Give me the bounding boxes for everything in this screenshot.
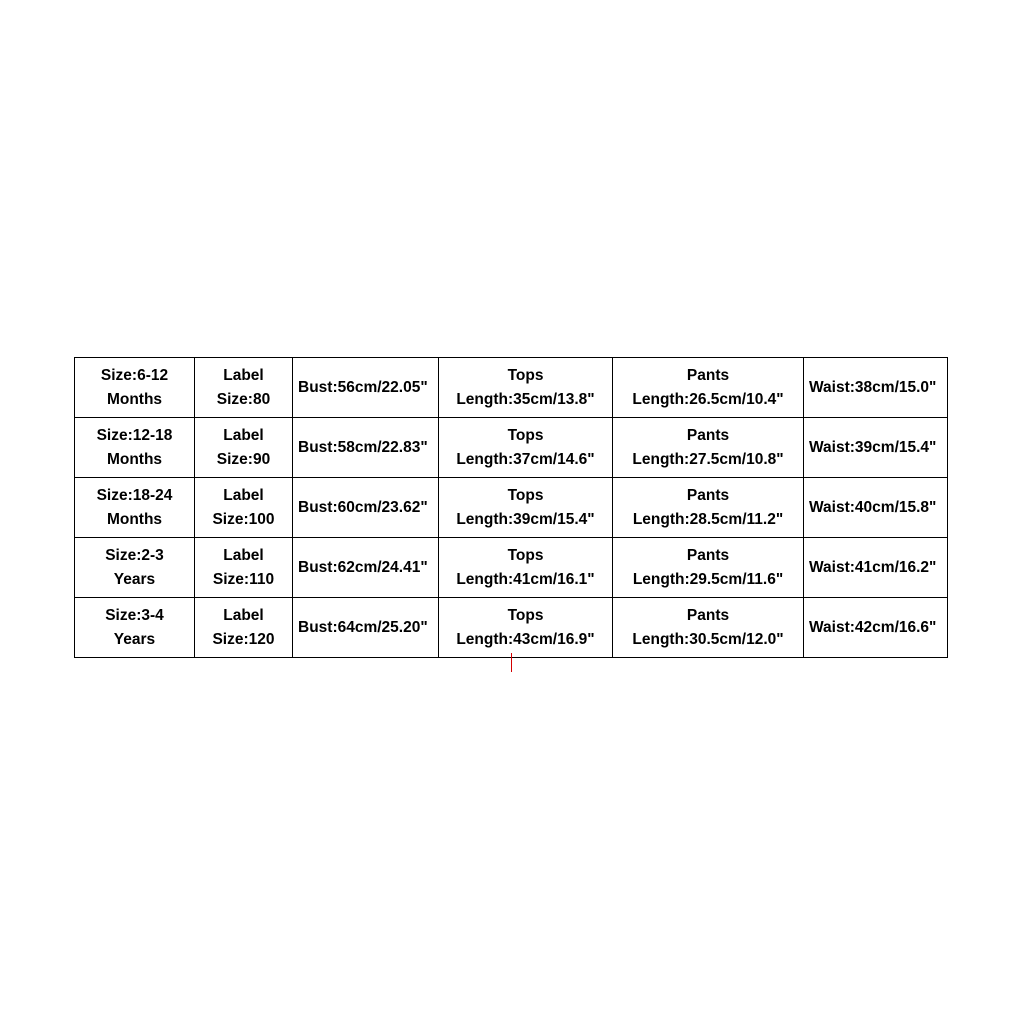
waist-cell: Waist:42cm/16.6"	[804, 598, 948, 658]
size-unit-text: Years	[113, 630, 156, 648]
label-heading: Label	[223, 486, 264, 504]
table-row	[75, 538, 948, 598]
waist-cell: Waist:38cm/15.0"	[804, 358, 948, 418]
tops-length-cell	[439, 598, 613, 658]
label-heading: Label	[223, 426, 264, 444]
tops-heading: Tops	[507, 546, 544, 564]
table-row	[75, 358, 948, 418]
label-size-cell	[195, 358, 293, 418]
bust-cell: Bust:56cm/22.05"	[293, 358, 439, 418]
tops-length-value: Length:43cm/16.9"	[456, 630, 595, 648]
bust-cell: Bust:58cm/22.83"	[293, 418, 439, 478]
bust-cell: Bust:64cm/25.20"	[293, 598, 439, 658]
waist-cell: Waist:41cm/16.2"	[804, 538, 948, 598]
label-heading: Label	[223, 546, 264, 564]
size-text: Size:6-12	[100, 366, 169, 384]
pants-heading: Pants	[686, 426, 730, 444]
size-unit-text: Years	[113, 570, 156, 588]
label-size-value: Size:80	[216, 390, 271, 408]
tops-heading: Tops	[507, 426, 544, 444]
label-size-value: Size:110	[212, 570, 275, 588]
tops-length-value: Length:41cm/16.1"	[456, 570, 595, 588]
tops-heading: Tops	[507, 366, 544, 384]
size-text: Size:2-3	[105, 546, 164, 564]
label-size-cell	[195, 478, 293, 538]
size-unit-text: Months	[106, 510, 163, 528]
pants-heading: Pants	[686, 606, 730, 624]
pants-heading: Pants	[686, 486, 730, 504]
text-cursor-mark	[511, 653, 512, 672]
size-text: Size:12-18	[96, 426, 173, 444]
tops-length-cell	[439, 358, 613, 418]
size-chart-table	[74, 357, 948, 658]
tops-length-value: Length:37cm/14.6"	[456, 450, 595, 468]
size-unit-text: Months	[106, 450, 163, 468]
tops-length-value: Length:39cm/15.4"	[456, 510, 595, 528]
label-heading: Label	[223, 606, 264, 624]
label-size-value: Size:100	[212, 510, 275, 528]
label-size-value: Size:120	[212, 630, 275, 648]
pants-length-cell	[613, 478, 804, 538]
size-text: Size:18-24	[96, 486, 173, 504]
size-cell	[75, 478, 195, 538]
size-cell	[75, 538, 195, 598]
tops-length-value: Length:35cm/13.8"	[456, 390, 595, 408]
size-unit-text: Months	[106, 390, 163, 408]
tops-heading: Tops	[507, 606, 544, 624]
pants-length-cell	[613, 598, 804, 658]
label-size-cell	[195, 598, 293, 658]
table-row	[75, 478, 948, 538]
pants-length-cell	[613, 538, 804, 598]
pants-length-value: Length:29.5cm/11.6"	[632, 570, 784, 588]
pants-length-value: Length:30.5cm/12.0"	[632, 630, 784, 648]
pants-heading: Pants	[686, 366, 730, 384]
waist-cell: Waist:40cm/15.8"	[804, 478, 948, 538]
pants-heading: Pants	[686, 546, 730, 564]
label-size-value: Size:90	[216, 450, 271, 468]
table-row	[75, 418, 948, 478]
pants-length-cell	[613, 358, 804, 418]
tops-length-cell	[439, 538, 613, 598]
size-text: Size:3-4	[105, 606, 164, 624]
pants-length-value: Length:27.5cm/10.8"	[632, 450, 784, 468]
label-heading: Label	[223, 366, 264, 384]
size-cell	[75, 358, 195, 418]
pants-length-cell	[613, 418, 804, 478]
label-size-cell	[195, 538, 293, 598]
tops-length-cell	[439, 418, 613, 478]
pants-length-value: Length:26.5cm/10.4"	[632, 390, 784, 408]
bust-cell: Bust:62cm/24.41"	[293, 538, 439, 598]
pants-length-value: Length:28.5cm/11.2"	[632, 510, 784, 528]
label-size-cell	[195, 418, 293, 478]
tops-heading: Tops	[507, 486, 544, 504]
table-row	[75, 598, 948, 658]
waist-cell: Waist:39cm/15.4"	[804, 418, 948, 478]
size-cell	[75, 598, 195, 658]
bust-cell: Bust:60cm/23.62"	[293, 478, 439, 538]
size-cell	[75, 418, 195, 478]
tops-length-cell	[439, 478, 613, 538]
